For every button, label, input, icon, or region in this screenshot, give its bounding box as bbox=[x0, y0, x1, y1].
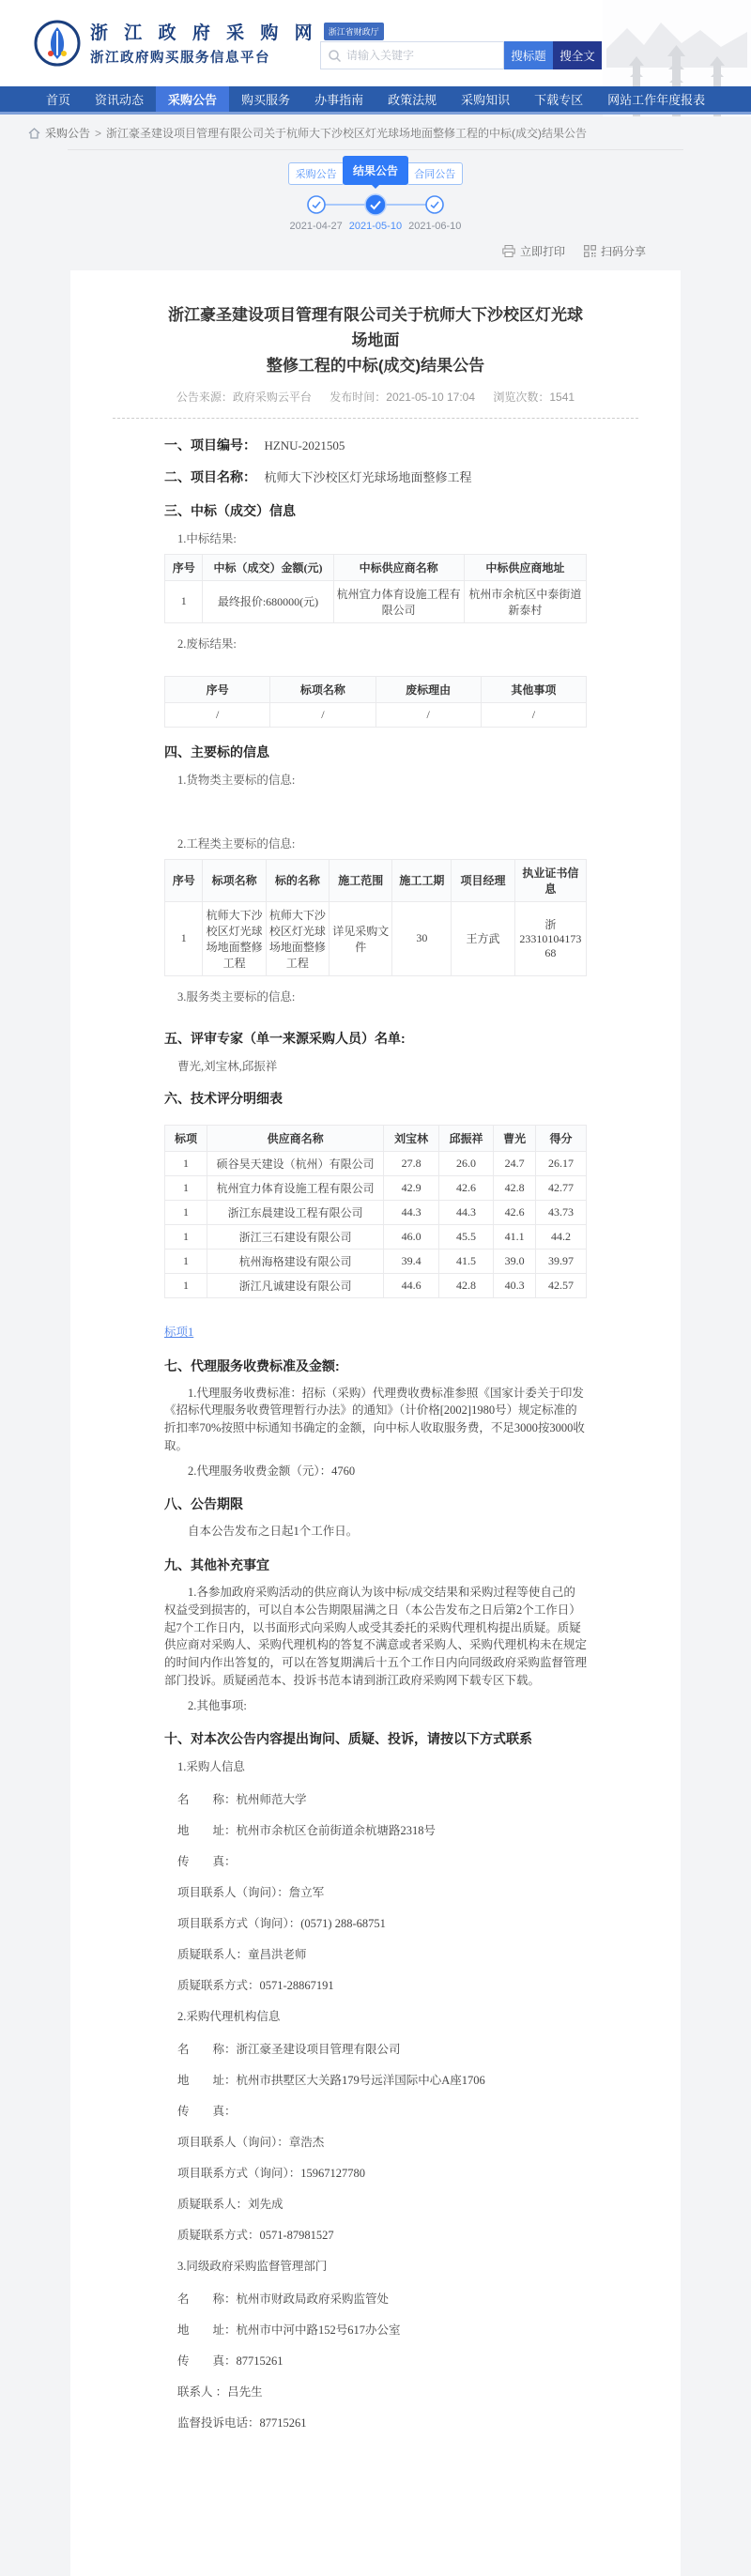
col-header: 施工工期 bbox=[392, 859, 452, 901]
nav-item-purchase-services[interactable]: 购买服务 bbox=[241, 93, 291, 107]
cell: 42.6 bbox=[494, 1200, 536, 1224]
breadcrumb-divider bbox=[68, 149, 683, 150]
cell: 浙江凡诚建设有限公司 bbox=[207, 1273, 384, 1297]
goods-subject-subheading: 1.货物类主要标的信息: bbox=[177, 773, 296, 787]
check-circle-icon bbox=[307, 195, 326, 214]
engineering-subject-subheading: 2.工程类主要标的信息: bbox=[177, 836, 296, 851]
project-number-label: 一、项目编号： bbox=[164, 437, 256, 452]
col-header: 其他事项 bbox=[481, 676, 586, 702]
col-header: 供应商名称 bbox=[207, 1125, 384, 1151]
timeline-tab-result-notice[interactable]: 结果公告 bbox=[343, 156, 408, 185]
section-project-name bbox=[164, 468, 587, 486]
section-agency-fee-heading: 七、代理服务收费标准及金额: bbox=[164, 1357, 340, 1373]
page-title: 浙江豪圣建设项目管理有限公司关于杭师大下沙校区灯光球场地面 整修工程的中标(成交)结果公告 bbox=[168, 306, 583, 376]
breadcrumb-current: 浙江豪圣建设项目管理有限公司关于杭师大下沙校区灯光球场地面整修工程的中标(成交)结果公告 bbox=[106, 127, 588, 140]
regulator-fax: 传 真：87715261 bbox=[177, 2354, 284, 2369]
rejected-bid-table bbox=[164, 676, 587, 728]
cell: 24.7 bbox=[494, 1151, 536, 1175]
timeline-date-procurement: 2021-04-27 bbox=[289, 221, 343, 232]
rejected-bid-subheading: 2.废标结果: bbox=[177, 636, 237, 651]
page-tools bbox=[0, 243, 646, 259]
cell: 详见采购文件 bbox=[330, 901, 392, 975]
technical-score-table bbox=[164, 1125, 587, 1298]
col-header: 中标供应商名称 bbox=[333, 554, 464, 580]
timeline-date-contract: 2021-06-10 bbox=[408, 221, 462, 232]
meta-view-count: 浏览次数：1541 bbox=[493, 390, 575, 404]
cell: 浙江三石建设有限公司 bbox=[207, 1224, 384, 1249]
buyer-project-phone: 项目联系方式（询问）：(0571) 288-68751 bbox=[177, 1917, 386, 1931]
supplementary-paragraph: 1.各参加政府采购活动的供应商认为该中标/成交结果和采购过程等使自己的权益受到损害的，可以自本公告期限届满之日（本公告发布之日后第2个工作日）起7个工作日内，以书面形式向采购人或受其委托的采购代理机构提出质疑。质疑供应商对采购人、采购代理机构的答复不满意或者采购人、采购代理机构未在规定的时间内作出答复的，可以在答复期满后十五个工作日内向同级政府采购监督管理部门投诉。质疑函范本、投诉书范本请到浙江政府采购网下载专区下载。 bbox=[164, 1586, 588, 1687]
table-row bbox=[165, 1249, 587, 1273]
buyer-project-contact: 项目联系人（询问）：詹立军 bbox=[177, 1886, 325, 1900]
cell: 46.0 bbox=[384, 1224, 438, 1249]
cell: 42.57 bbox=[536, 1273, 587, 1297]
site-name-line2: 浙江政府购买服务信息平台 bbox=[90, 51, 270, 66]
buyer-query-contact: 质疑联系人：童昌洪老师 bbox=[177, 1948, 307, 1962]
expert-names: 曹光,刘宝林,邱振祥 bbox=[177, 1059, 278, 1073]
nav-item-annual-report[interactable]: 网站工作年度报表 bbox=[607, 93, 706, 107]
cell: 26.17 bbox=[536, 1151, 587, 1175]
agency-address: 地 址：杭州市拱墅区大关路179号远洋国际中心A座1706 bbox=[177, 2074, 485, 2088]
regulator-contact: 联系人 ：吕先生 bbox=[177, 2385, 263, 2400]
timeline-date-result: 2021-05-10 bbox=[348, 221, 403, 232]
award-result-subheading: 1.中标结果: bbox=[177, 531, 237, 545]
check-circle-active-icon bbox=[364, 193, 387, 216]
col-header: 废标理由 bbox=[376, 676, 481, 702]
meta-source: 公告来源：政府采购云平台 bbox=[176, 390, 312, 404]
regulator-name: 名 称：杭州市财政局政府采购监管处 bbox=[177, 2292, 390, 2307]
regulator-complaint-phone: 监督投诉电话：87715261 bbox=[177, 2416, 307, 2430]
site-name-line1: 浙 江 政 府 采 购 网 bbox=[90, 23, 318, 43]
print-button[interactable] bbox=[502, 243, 565, 259]
cell: 39.0 bbox=[494, 1249, 536, 1273]
finance-dept-badge: 浙江省财政厅 bbox=[324, 23, 384, 40]
buyer-address: 地 址：杭州市余杭区仓前街道余杭塘路2318号 bbox=[177, 1824, 437, 1838]
announcement-card bbox=[70, 270, 681, 2576]
section-notice-period-heading: 八、公告期限 bbox=[164, 1496, 243, 1512]
search-title-button[interactable]: 搜标题 bbox=[504, 41, 553, 69]
cell: 44.6 bbox=[384, 1273, 438, 1297]
share-label: 扫码分享 bbox=[600, 245, 646, 258]
col-header: 标项名称 bbox=[203, 859, 266, 901]
cell: 1 bbox=[165, 901, 203, 975]
cell: 44.2 bbox=[536, 1224, 587, 1249]
cell: 王方武 bbox=[452, 901, 514, 975]
col-header: 邱振祥 bbox=[438, 1125, 493, 1151]
cell: / bbox=[270, 702, 376, 727]
cell: 1 bbox=[165, 1273, 207, 1297]
nav-item-knowledge[interactable]: 采购知识 bbox=[461, 93, 511, 107]
cell: 27.8 bbox=[384, 1151, 438, 1175]
cell: 杭州宜力体育设施工程有限公司 bbox=[333, 580, 464, 622]
site-logo-icon bbox=[34, 20, 81, 67]
cell: 26.0 bbox=[438, 1151, 493, 1175]
table-row bbox=[165, 1151, 587, 1175]
section-project-number bbox=[164, 436, 587, 454]
col-header: 曹光 bbox=[494, 1125, 536, 1151]
section-supplementary-heading: 九、其他补充事宜 bbox=[164, 1557, 269, 1573]
agency-project-phone: 项目联系方式（询问）：15967127780 bbox=[177, 2167, 366, 2181]
cell: 43.73 bbox=[536, 1200, 587, 1224]
cell: 39.4 bbox=[384, 1249, 438, 1273]
nav-item-downloads[interactable]: 下载专区 bbox=[534, 93, 584, 107]
section-contact-heading: 十、对本次公告内容提出询问、质疑、投诉，请按以下方式联系 bbox=[164, 1731, 532, 1747]
cell: 1 bbox=[165, 1249, 207, 1273]
cell: 30 bbox=[392, 901, 452, 975]
nav-item-home[interactable]: 首页 bbox=[46, 93, 71, 107]
cell: 杭州宜力体育设施工程有限公司 bbox=[207, 1175, 384, 1200]
agency-fee-standard-paragraph: 1.代理服务收费标准：招标（采购）代理费收费标准参照《国家计委关于印发《招标代理服务收费管理暂行办法》的通知》（计价格[2002]1980号）规定标准的折扣率70%按照中标通知书确定的金额，向中标人收取服务费，不足3000按3000收取。 bbox=[164, 1386, 585, 1452]
section-score-heading: 六、技术评分明细表 bbox=[164, 1090, 283, 1106]
cell: 浙江东晨建设工程有限公司 bbox=[207, 1200, 384, 1224]
col-header: 执业证书信息 bbox=[514, 859, 586, 901]
nav-item-guides[interactable]: 办事指南 bbox=[314, 93, 364, 107]
col-header: 得分 bbox=[536, 1125, 587, 1151]
breadcrumb-separator: > bbox=[95, 126, 102, 140]
buyer-query-phone: 质疑联系方式：0571-28867191 bbox=[177, 1979, 334, 1993]
search-fulltext-button[interactable]: 搜全文 bbox=[553, 41, 602, 69]
other-matters-line: 2.其他事项: bbox=[188, 1698, 247, 1712]
notice-timeline bbox=[0, 156, 751, 232]
buyer-fax: 传 真： bbox=[177, 1855, 237, 1869]
cell: 41.1 bbox=[494, 1224, 536, 1249]
cell: 浙 2331010417368 bbox=[514, 901, 586, 975]
bid-item-attachment-link[interactable]: 标项1 bbox=[164, 1325, 194, 1339]
nav-item-procurement-notices[interactable]: 采购公告 bbox=[156, 86, 229, 112]
search-bar bbox=[320, 41, 602, 69]
table-row bbox=[165, 901, 587, 975]
section-award-info-heading: 三、中标（成交）信息 bbox=[164, 502, 296, 518]
timeline-tab-procurement-notice[interactable]: 采购公告 bbox=[288, 162, 345, 185]
qr-code-icon bbox=[584, 245, 596, 257]
cell: 杭州海格建设有限公司 bbox=[207, 1249, 384, 1273]
cell: 41.5 bbox=[438, 1249, 493, 1273]
cell: 44.3 bbox=[384, 1200, 438, 1224]
notice-period-paragraph: 自本公告发布之日起1个工作日。 bbox=[188, 1525, 359, 1539]
buyer-name: 名 称：杭州师范大学 bbox=[177, 1793, 307, 1807]
col-header: 施工范围 bbox=[330, 859, 392, 901]
project-name-label: 二、项目名称： bbox=[164, 468, 256, 484]
col-header: 标项 bbox=[165, 1125, 207, 1151]
service-subject-subheading: 3.服务类主要标的信息: bbox=[177, 989, 296, 1004]
nav-item-news[interactable]: 资讯动态 bbox=[95, 93, 145, 107]
col-header: 刘宝林 bbox=[384, 1125, 438, 1151]
cell: 杭师大下沙校区灯光球场地面整修工程 bbox=[266, 901, 329, 975]
site-header bbox=[0, 0, 751, 86]
table-row bbox=[165, 1200, 587, 1224]
col-header: 序号 bbox=[165, 676, 270, 702]
cell: 1 bbox=[165, 580, 203, 622]
meta-publish-time: 发布时间：2021-05-10 17:04 bbox=[330, 390, 476, 404]
col-header: 序号 bbox=[165, 554, 203, 580]
home-icon[interactable] bbox=[28, 128, 40, 139]
regulator-address: 地 址：杭州市中河中路152号617办公室 bbox=[177, 2323, 401, 2338]
dashed-divider bbox=[113, 418, 638, 419]
agency-fax: 传 真： bbox=[177, 2105, 237, 2119]
article-meta bbox=[164, 389, 587, 405]
cell: / bbox=[376, 702, 481, 727]
project-name-value: 杭师大下沙校区灯光球场地面整修工程 bbox=[264, 469, 472, 484]
share-qr-button[interactable] bbox=[584, 243, 646, 259]
cell: 杭师大下沙校区灯光球场地面整修工程 bbox=[203, 901, 266, 975]
buyer-info-title: 1.采购人信息 bbox=[177, 1760, 245, 1774]
section-subject-info-heading: 四、主要标的信息 bbox=[164, 744, 269, 759]
col-header: 标的名称 bbox=[266, 859, 329, 901]
cell: / bbox=[165, 702, 270, 727]
cell: 1 bbox=[165, 1200, 207, 1224]
printer-icon bbox=[502, 245, 515, 257]
agency-name: 名 称：浙江豪圣建设项目管理有限公司 bbox=[177, 2043, 401, 2057]
table-row bbox=[165, 580, 587, 622]
regulator-info-title: 3.同级政府采购监督管理部门 bbox=[177, 2260, 328, 2274]
col-header: 中标供应商地址 bbox=[464, 554, 586, 580]
award-result-table bbox=[164, 554, 587, 623]
search-input[interactable] bbox=[346, 49, 496, 62]
cell: 42.8 bbox=[494, 1175, 536, 1200]
agency-query-phone: 质疑联系方式：0571-87981527 bbox=[177, 2229, 334, 2243]
engineering-subject-table bbox=[164, 859, 587, 976]
cell: 1 bbox=[165, 1175, 207, 1200]
timeline-tab-contract-notice[interactable]: 合同公告 bbox=[406, 162, 463, 185]
check-circle-icon bbox=[425, 195, 444, 214]
table-row bbox=[165, 1175, 587, 1200]
cell: / bbox=[481, 702, 586, 727]
col-header: 项目经理 bbox=[452, 859, 514, 901]
cell: 1 bbox=[165, 1151, 207, 1175]
col-header: 序号 bbox=[165, 859, 203, 901]
breadcrumb-root[interactable]: 采购公告 bbox=[45, 127, 91, 140]
col-header: 中标（成交）金额(元) bbox=[203, 554, 333, 580]
table-row bbox=[165, 702, 587, 727]
cell: 1 bbox=[165, 1224, 207, 1249]
breadcrumb bbox=[28, 125, 751, 141]
cell: 42.9 bbox=[384, 1175, 438, 1200]
table-row bbox=[165, 1273, 587, 1297]
table-row bbox=[165, 1224, 587, 1249]
agency-query-contact: 质疑联系人：刘先成 bbox=[177, 2198, 284, 2212]
col-header: 标项名称 bbox=[270, 676, 376, 702]
cell: 40.3 bbox=[494, 1273, 536, 1297]
cell: 45.5 bbox=[438, 1224, 493, 1249]
cell: 硕谷昊天建设（杭州）有限公司 bbox=[207, 1151, 384, 1175]
cell: 42.6 bbox=[438, 1175, 493, 1200]
cell: 杭州市余杭区中泰街道新泰村 bbox=[464, 580, 586, 622]
nav-item-policies[interactable]: 政策法规 bbox=[388, 93, 437, 107]
agency-fee-amount-line: 2.代理服务收费金额（元）：4760 bbox=[188, 1464, 356, 1478]
project-number-value: HZNU-2021505 bbox=[264, 437, 345, 452]
section-experts-heading: 五、评审专家（单一来源采购人员）名单: bbox=[164, 1030, 406, 1046]
agency-info-title: 2.采购代理机构信息 bbox=[177, 2010, 281, 2024]
cell: 42.8 bbox=[438, 1273, 493, 1297]
cell: 44.3 bbox=[438, 1200, 493, 1224]
agency-project-contact: 项目联系人（询问）：章浩杰 bbox=[177, 2136, 325, 2150]
print-label: 立即打印 bbox=[519, 245, 565, 258]
cell: 39.97 bbox=[536, 1249, 587, 1273]
main-nav bbox=[0, 86, 751, 115]
search-icon bbox=[329, 50, 341, 62]
cell: 42.77 bbox=[536, 1175, 587, 1200]
cell: 最终报价:680000(元) bbox=[203, 580, 333, 622]
